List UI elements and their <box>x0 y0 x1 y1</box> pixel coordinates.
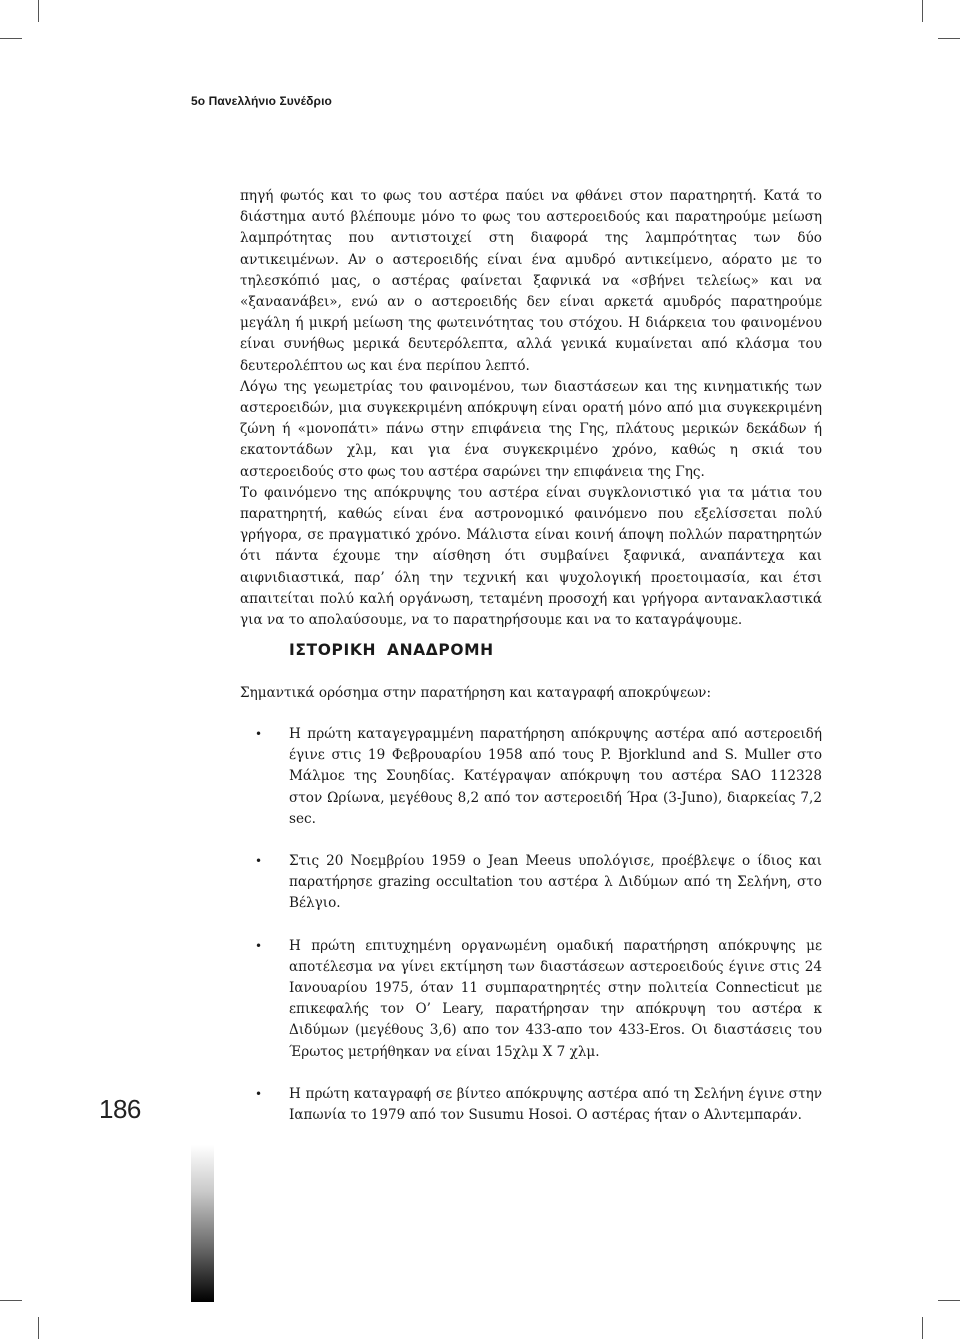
crop-mark-bottom-left-horizontal <box>0 1300 22 1301</box>
list-item <box>240 724 822 830</box>
crop-mark-top-right-horizontal <box>938 38 960 39</box>
list-item <box>240 936 822 1063</box>
section-intro: Σημαντικά ορόσημα στην παρατήρηση και καταγραφή αποκρύψεων: <box>240 685 712 701</box>
list-item <box>240 851 822 915</box>
body-text <box>240 186 822 631</box>
page-number: 186 <box>99 1094 141 1124</box>
section-title: ΙΣΤΟΡΙΚΗ ΑΝΑΔΡΟΜΗ <box>289 641 494 659</box>
crop-mark-bottom-right-vertical <box>922 1317 923 1339</box>
body-paragraph: Λόγω της γεωμετρίας του φαινομένου, των διαστάσεων και της κινηματικής των αστεροειδών, μια συγκεκριμένη απόκρυψη είναι ορατή μόνο από μια συγκεκριμένη ζώνη ή «μονοπάτι» πάνω στην επιφάνεια της Γης, πλάτους μερικών δεκάδων ή εκατοντάδων χλμ, και για ένα συγκεκριμένο χρόνο, καθώς η σκιά του αστεροειδούς στο φως του αστέρα σαρώνει την επιφάνεια της Γης. <box>240 378 822 480</box>
bullet-icon: • <box>255 727 263 741</box>
crop-mark-top-right-vertical <box>922 0 923 22</box>
crop-mark-bottom-right-horizontal <box>938 1300 960 1301</box>
crop-mark-top-left-horizontal <box>0 38 22 39</box>
bullet-icon: • <box>255 854 263 869</box>
milestones-list <box>240 724 822 1147</box>
list-item <box>240 1084 822 1126</box>
body-paragraph: πηγή φωτός και το φως του αστέρα παύει να φθάνει στον παρατηρητή. Κατά το διάστημα αυτό βλέπουμε μόνο το φως του αστεροειδούς και παρατηρούμε μείωση λαμπρότητας που αντιστοιχεί στη διαφορά της λαμπρότητας των δύο αντικειμένων. Αν ο αστεροειδής είναι ένα αμυδρό αντικείμενο, αόρατο με το τηλεσκόπιό μας, ο αστέρας φαίνεται ξαφνικά να «σβήνει τελείως» και να «ξαναανάβει», ενώ αν ο αστεροειδής δεν είναι αρκετά αμυδρός παρατηρούμε μεγάλη ή μικρή μείωση της φωτεινότητας του στόχου. Η διάρκεια του φαινομένου είναι συνήθως μερικά δευτερόλεπτα, αλλά γενικά κυμαίνεται από κλάσμα του δευτερολέπτου ως και ένα περίπου λεπτό. <box>240 188 822 374</box>
list-item-text: Η πρώτη καταγραφή σε βίντεο απόκρυψης αστέρα από τη Σελήνη έγινε στην Ιαπωνία το 1979 από τον Susumu Hosoi. Ο αστέρας ήταν ο Αλντεμπαράν. <box>289 1085 822 1124</box>
decorative-gradient-bar <box>191 1145 214 1302</box>
crop-mark-top-left-vertical <box>38 0 39 22</box>
body-paragraph: Το φαινόμενο της απόκρυψης του αστέρα είναι συγκλονιστικό για τα μάτια του παρατηρητή, καθώς είναι ένα αστρονομικό φαινόμενο που εξελίσσεται πολύ γρήγορα, σε πραγματικό χρόνο. Μάλιστα είναι κοινή άποψη πολλών παρατηρητών ότι πάντα έχουμε την αίσθηση ότι συμβαίνει ξαφνικά, αναπάντεχα και αιφνιδιαστικά, παρ’ όλη την τεχνική και ψυχολογική προετοιμασία, και έτσι απαιτείται πολύ καλή οργάνωση, τεταμένη προσοχή και γρήγορα αντανακλαστικά για να το απολαύσουμε, να το παρατηρήσουμε και να το καταγράψουμε. <box>240 484 822 629</box>
bullet-icon: • <box>255 1086 263 1101</box>
list-item-text: Στις 20 Νοεμβρίου 1959 ο Jean Meeus υπολόγισε, προέβλεψε ο ίδιος και παρατήρησε grazing occultation του αστέρα λ Διδύμων από τη Σελήνη, στο Βέλγιο. <box>289 853 822 912</box>
running-header: 5ο Πανελλήνιο Συνέδριο <box>191 94 332 108</box>
list-item-text: Η πρώτη καταγεγραμμένη παρατήρηση απόκρυψης αστέρα από αστεροειδή έγινε στις 19 Φεβρουαρίου 1958 από τους P. Bjorklund and S. Muller στο Μάλμοε της Σουηδίας. Κατέγραψαν απόκρυψη του αστέρα SAO 112328 στον Ωρίωνα, μεγέθους 8,2 από τον αστεροειδή Ήρα (3-Juno), διαρκείας 7,2 sec. <box>289 726 822 827</box>
bullet-icon: • <box>255 938 263 953</box>
crop-mark-bottom-left-vertical <box>38 1317 39 1339</box>
list-item-text: Η πρώτη επιτυχημένη οργανωμένη ομαδική παρατήρηση απόκρυψης με αποτέλεσμα να γίνει εκτίμηση των διαστάσεων αστεροειδούς έγινε στις 24 Ιανουαρίου 1975, όταν 11 συμπαρατηρητές στην πολιτεία Connecticut με επικεφαλής τον O’ Leary, παρατήρησαν την απόκρυψη του αστέρα κ Διδύμων (μεγέθους 3,6) απο τον 433-απο τον 433-Eros. Οι διαστάσεις του Έρωτος μετρήθηκαν να είναι 15χλμ Χ 7 χλμ. <box>289 937 822 1060</box>
